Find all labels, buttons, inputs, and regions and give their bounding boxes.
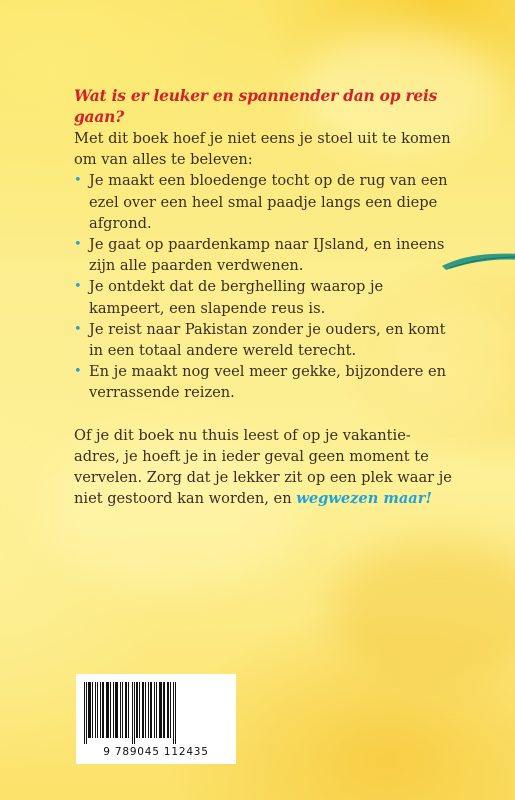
barcode-bar <box>148 682 149 738</box>
barcode-bar <box>167 682 169 738</box>
barcode-bar <box>128 682 129 738</box>
list-item <box>74 234 454 276</box>
list-item-text: Je reist naar Pakistan zonder je ouders, en komt in een totaal andere wereld terecht. <box>89 320 446 360</box>
list-item <box>74 170 454 234</box>
barcode-bar <box>139 682 140 738</box>
barcode-bar <box>120 682 121 738</box>
barcode-bar <box>106 682 109 738</box>
isbn-number: 9 789045 112435 <box>103 746 209 758</box>
barcode-bar <box>170 682 171 738</box>
barcode-bar <box>84 682 85 744</box>
barcode-bar <box>156 682 157 738</box>
bullet-dot-icon: • <box>74 279 82 295</box>
barcode-bar <box>86 682 87 744</box>
bullet-list <box>74 170 454 403</box>
barcode-bar <box>159 682 162 738</box>
watercolor-wash <box>330 540 515 680</box>
barcode-bar <box>122 682 123 738</box>
closing-highlight: wegwezen maar! <box>296 490 432 508</box>
bullet-dot-icon: • <box>74 237 82 253</box>
list-item-text: En je maakt nog veel meer gekke, bijzondere en verrassende reizen. <box>89 363 447 402</box>
barcode-bar <box>110 682 111 738</box>
barcode-bar <box>136 682 138 738</box>
barcode-bar <box>150 682 152 738</box>
barcode-bar <box>102 682 104 738</box>
barcode-bar <box>95 682 96 738</box>
barcode-bar <box>92 682 93 738</box>
barcode-bar <box>163 682 165 738</box>
bullet-dot-icon: • <box>74 364 82 380</box>
barcode-bar <box>154 682 155 738</box>
list-item-text: Je ontdekt dat de berghelling waarop je kampeert, een slapende reus is. <box>89 278 384 317</box>
barcode-bars <box>82 682 230 744</box>
list-item-text: Je gaat op paardenkamp naar IJsland, en ineens zijn alle paarden verdwenen. <box>89 236 445 275</box>
barcode-bar <box>132 682 133 744</box>
headline: Wat is er leuker en spannender dan op reis gaan? <box>74 87 438 126</box>
barcode-bar <box>113 682 114 738</box>
barcode-bar <box>88 682 91 738</box>
barcode-bar <box>142 682 144 738</box>
list-item <box>74 276 454 318</box>
barcode-bar <box>97 682 98 738</box>
barcode-bar <box>100 682 101 738</box>
barcode-bar <box>115 682 118 738</box>
barcode-bar <box>134 682 135 744</box>
isbn-barcode <box>76 674 236 764</box>
barcode-bar <box>125 682 127 738</box>
closing-text: Of je dit boek nu thuis leest of op je vakantie-adres, je hoeft je in ieder geval geen moment te vervelen. Zorg dat je lekker zit op een plek waar je niet gestoord kan worden, en <box>74 426 452 508</box>
barcode-bar <box>145 682 146 738</box>
list-item <box>74 319 454 361</box>
list-item-text: Je maakt een bloedenge tocht op de rug van een ezel over een heel smal paadje langs een diepe afgrond. <box>89 172 448 232</box>
barcode-bar <box>173 682 174 744</box>
barcode-bar <box>175 682 176 744</box>
list-item <box>74 361 454 403</box>
closing-paragraph <box>74 425 454 510</box>
intro-paragraph: Met dit boek hoef je niet eens je stoel uit te komen om van alles te beleven: <box>74 130 451 169</box>
bullet-dot-icon: • <box>74 321 82 337</box>
bullet-dot-icon: • <box>74 173 82 189</box>
blurb-text <box>74 86 454 509</box>
